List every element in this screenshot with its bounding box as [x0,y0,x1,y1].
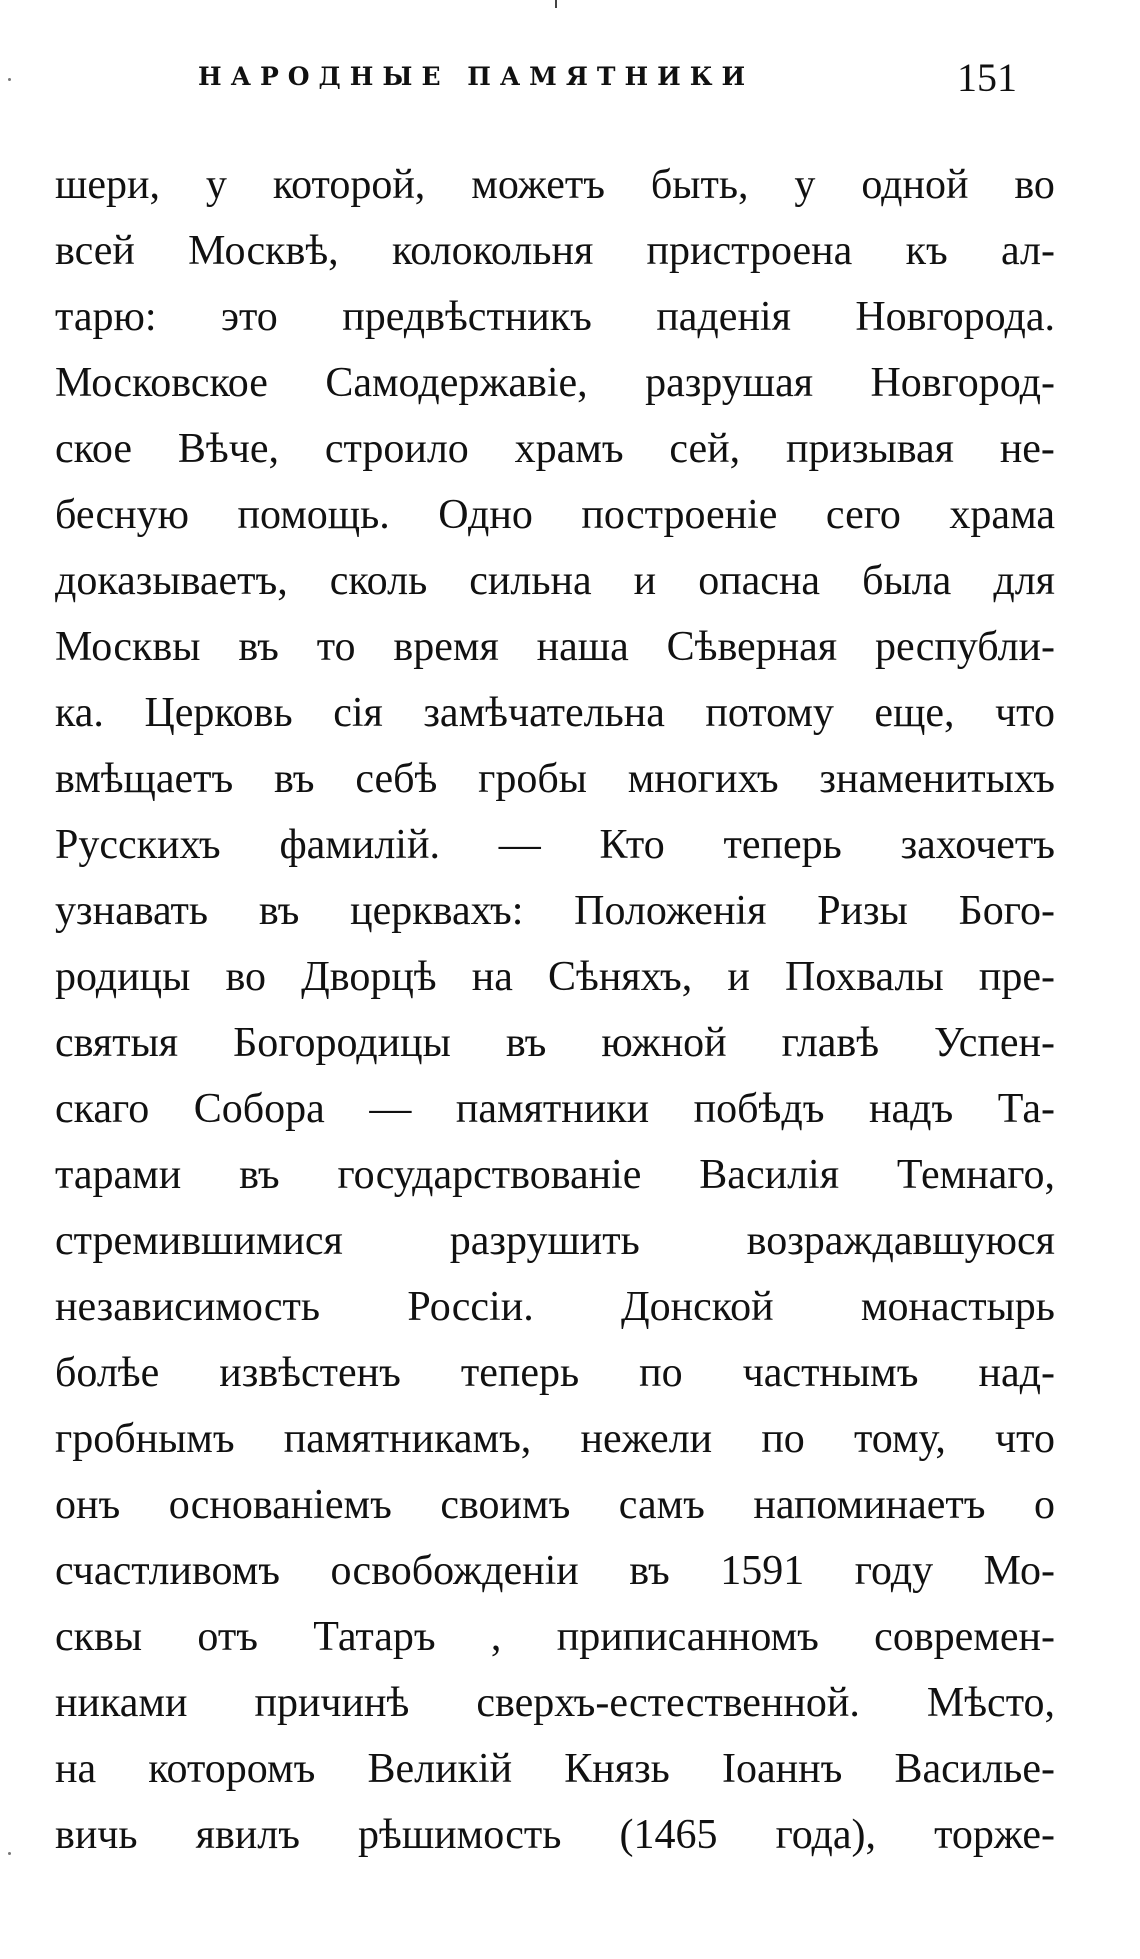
word: явилъ [195,1812,300,1858]
word: знаменитыхъ [819,756,1055,802]
word: по [761,1416,805,1462]
text-line [55,812,1055,878]
word: 1591 [720,1548,805,1594]
word: освобожденіи [330,1548,579,1594]
page-header [0,54,1140,104]
word: ал- [1000,228,1055,274]
word: Іоаннъ [721,1746,843,1792]
word: колокольня [391,228,594,274]
word: опасна [698,558,821,604]
word: сверхъ-естественной. [476,1680,860,1726]
word: онъ [55,1482,121,1528]
word: сильна [469,558,592,604]
word: можетъ [471,162,605,208]
word: Мо- [983,1548,1055,1594]
word: напоминаетъ [753,1482,986,1528]
word: памятники [455,1086,650,1132]
word: узнавать [55,888,209,934]
word: приписанномъ [556,1614,819,1660]
word: , [490,1614,502,1660]
word: разрушая [645,360,814,406]
word: доказываетъ, [55,558,288,604]
word: паденія [656,294,791,340]
word: Россіи. [407,1284,534,1330]
word: Мѣсто, [926,1680,1055,1726]
word: одной [861,162,969,208]
word: разрушить [449,1218,640,1264]
word: сколь [329,558,428,604]
word: (1465 [619,1812,718,1858]
word: тарами [55,1152,182,1198]
word: святыя [55,1020,179,1066]
word: которомъ [148,1746,316,1792]
word: въ [629,1548,670,1594]
word: монастырь [860,1284,1055,1330]
word: родицы [55,954,191,1000]
running-head: НАРОДНЫЕ ПАМЯТНИКИ [198,62,755,91]
edge-speck [8,1852,11,1855]
word: бесную [55,492,189,538]
word: Татаръ [313,1614,436,1660]
text-line [55,746,1055,812]
word: и [727,954,750,1000]
word: Василія [699,1152,840,1198]
word: — [369,1086,412,1132]
word: ское [55,426,133,472]
word: сего [825,492,901,538]
word: многихъ [627,756,779,802]
text-line [55,680,1055,746]
word: гробнымъ [55,1416,235,1462]
text-line [55,1406,1055,1472]
word: для [993,558,1055,604]
word: на [471,954,513,1000]
word: которой, [272,162,426,208]
word: своимъ [440,1482,571,1528]
body-text [55,152,1055,1868]
word: себѣ [355,756,438,802]
top-edge-mark [555,0,557,8]
word: Дворцѣ [301,954,437,1000]
word: Самодержавіе, [325,360,588,406]
word: храма [949,492,1055,538]
word: тому, [853,1416,946,1462]
word: пристроена [646,228,853,274]
text-line [55,416,1055,482]
word: храмъ [514,426,624,472]
word: независимость [55,1284,321,1330]
word: построеніе [581,492,778,538]
word: что [995,1416,1055,1462]
word: Церковь [144,690,293,736]
word: Богородицы [233,1020,451,1066]
word: въ [238,624,279,670]
word: рѣшимость [358,1812,562,1858]
text-line [55,1604,1055,1670]
word: быть, [650,162,749,208]
word: Московское [55,360,268,406]
word: нежели [580,1416,713,1462]
text-line [55,878,1055,944]
word: предвѣстникъ [342,294,592,340]
word: что [995,690,1055,736]
word: Донской [621,1284,774,1330]
word: призывая [785,426,954,472]
text-line [55,152,1055,218]
word: въ [505,1020,547,1066]
word: южной [601,1020,727,1066]
word: всей [55,228,135,274]
word: возраждавшуюся [746,1218,1055,1264]
word: въ [258,888,300,934]
word: Успен- [934,1020,1055,1066]
text-line [55,218,1055,284]
text-line [55,1472,1055,1538]
text-line [55,1274,1055,1340]
word: въ [239,1152,280,1198]
word: шери, [55,162,160,208]
word: — [498,822,541,868]
word: государствованіе [337,1152,642,1198]
word: главѣ [781,1020,880,1066]
word: во [225,954,267,1000]
word: сей, [669,426,741,472]
word: вмѣщаетъ [55,756,234,802]
text-line [55,284,1055,350]
word: гробы [478,756,587,802]
word: торже- [934,1812,1055,1858]
word: теперь [460,1350,580,1396]
word: не- [999,426,1055,472]
text-line [55,1340,1055,1406]
word: болѣе [55,1350,160,1396]
word: Москвѣ, [188,228,339,274]
word: никами [55,1680,188,1726]
text-line [55,614,1055,680]
word: Сѣверная [666,624,838,670]
text-line [55,1736,1055,1802]
word: замѣчательна [423,690,665,736]
word: о [1034,1482,1055,1528]
word: Ризы [817,888,908,934]
word: это [220,294,278,340]
word: стремившимися [55,1218,343,1264]
word: во [1014,162,1055,208]
text-line [55,350,1055,416]
text-line [55,1010,1055,1076]
word: причинѣ [254,1680,410,1726]
word: церквахъ: [350,888,524,934]
word: Василье- [894,1746,1055,1792]
word: фамилій. [279,822,440,868]
text-line [55,1802,1055,1868]
word: Новгород- [870,360,1055,406]
word: Сѣняхъ, [548,954,693,1000]
word: Та- [997,1086,1055,1132]
word: побѣдъ [693,1086,825,1132]
word: счастливомъ [55,1548,280,1594]
word: въ [274,756,315,802]
text-line [55,548,1055,614]
word: Князь [564,1746,670,1792]
word: частнымъ [742,1350,919,1396]
word: сквы [55,1614,143,1660]
word: захочетъ [900,822,1055,868]
word: тарю: [55,294,157,340]
word: наша [536,624,629,670]
word: над- [978,1350,1055,1396]
word: современ- [874,1614,1055,1660]
word: Темнаго, [896,1152,1055,1198]
word: была [862,558,952,604]
word: ка. [55,690,104,736]
word: и [633,558,657,604]
word: помощь. [237,492,390,538]
word: самъ [618,1482,705,1528]
word: основаніемъ [168,1482,392,1528]
word: извѣстенъ [219,1350,401,1396]
word: еще, [874,690,955,736]
text-line [55,1670,1055,1736]
word: Русскихъ [55,822,221,868]
text-line [55,482,1055,548]
word: Бого- [958,888,1055,934]
word: Положенія [574,888,767,934]
text-line [55,1538,1055,1604]
word: строило [324,426,469,472]
word: къ [905,228,948,274]
word: Собора [193,1086,325,1132]
word: у [205,162,227,208]
page-number: 151 [957,55,1017,100]
text-line [55,1076,1055,1142]
word: Новгорода. [855,294,1055,340]
word: года), [775,1812,877,1858]
word: Одно [438,492,533,538]
word: республи- [875,624,1055,670]
word: памятникамъ, [283,1416,532,1462]
word: то [316,624,356,670]
word: Вѣче, [177,426,279,472]
word: надъ [868,1086,954,1132]
word: скаго [55,1086,150,1132]
word: сія [333,690,383,736]
word: по [639,1350,683,1396]
word: потому [705,690,834,736]
word: вичь [55,1812,138,1858]
text-line [55,1142,1055,1208]
word: году [854,1548,934,1594]
text-line [55,944,1055,1010]
word: Похвалы [784,954,944,1000]
word: у [794,162,816,208]
word: Москвы [55,624,201,670]
word: пре- [978,954,1055,1000]
word: время [393,624,499,670]
text-line [55,1208,1055,1274]
word: на [55,1746,97,1792]
word: Кто [599,822,665,868]
word: Великій [367,1746,513,1792]
word: отъ [197,1614,258,1660]
word: теперь [723,822,842,868]
